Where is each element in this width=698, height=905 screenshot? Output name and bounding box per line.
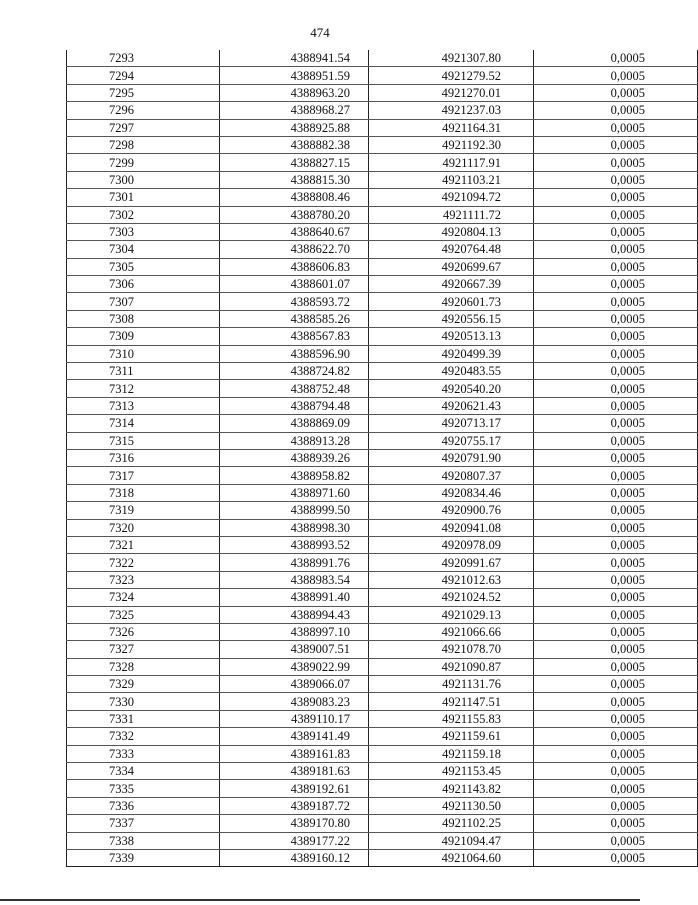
- table-row: [67, 50, 698, 67]
- accuracy-cell: 0,0005: [534, 397, 698, 414]
- table-row: [67, 258, 698, 275]
- point-number-cell: 7301: [67, 189, 220, 206]
- accuracy-cell: 0,0005: [534, 363, 698, 380]
- point-number-cell: 7327: [67, 641, 220, 658]
- point-number-cell: 7304: [67, 241, 220, 258]
- accuracy-cell: 0,0005: [534, 467, 698, 484]
- table-row: [67, 189, 698, 206]
- table-row: [67, 363, 698, 380]
- accuracy-cell: 0,0005: [534, 502, 698, 519]
- table-row: [67, 571, 698, 588]
- x-coordinate-cell: 4388991.76: [220, 554, 369, 571]
- x-coordinate-cell: 4389187.72: [220, 797, 369, 814]
- x-coordinate-cell: 4389083.23: [220, 693, 369, 710]
- table-row: [67, 467, 698, 484]
- x-coordinate-cell: 4389181.63: [220, 763, 369, 780]
- accuracy-cell: 0,0005: [534, 797, 698, 814]
- y-coordinate-cell: 4920713.17: [369, 415, 534, 432]
- table-row: [67, 815, 698, 832]
- accuracy-cell: 0,0005: [534, 745, 698, 762]
- point-number-cell: 7310: [67, 345, 220, 362]
- accuracy-cell: 0,0005: [534, 171, 698, 188]
- point-number-cell: 7298: [67, 136, 220, 153]
- x-coordinate-cell: 4389170.80: [220, 815, 369, 832]
- table-row: [67, 745, 698, 762]
- point-number-cell: 7294: [67, 67, 220, 84]
- point-number-cell: 7336: [67, 797, 220, 814]
- y-coordinate-cell: 4921064.60: [369, 849, 534, 866]
- table-row: [67, 780, 698, 797]
- y-coordinate-cell: 4920941.08: [369, 519, 534, 536]
- y-coordinate-cell: 4920483.55: [369, 363, 534, 380]
- x-coordinate-cell: 4388593.72: [220, 293, 369, 310]
- y-coordinate-cell: 4921159.18: [369, 745, 534, 762]
- x-coordinate-cell: 4388993.52: [220, 536, 369, 553]
- point-number-cell: 7306: [67, 276, 220, 293]
- accuracy-cell: 0,0005: [534, 223, 698, 240]
- table-body: [67, 50, 698, 867]
- x-coordinate-cell: 4388913.28: [220, 432, 369, 449]
- accuracy-cell: 0,0005: [534, 415, 698, 432]
- y-coordinate-cell: 4920764.48: [369, 241, 534, 258]
- x-coordinate-cell: 4388869.09: [220, 415, 369, 432]
- y-coordinate-cell: 4921066.66: [369, 623, 534, 640]
- accuracy-cell: 0,0005: [534, 763, 698, 780]
- y-coordinate-cell: 4920804.13: [369, 223, 534, 240]
- x-coordinate-cell: 4388941.54: [220, 50, 369, 67]
- y-coordinate-cell: 4921117.91: [369, 154, 534, 171]
- accuracy-cell: 0,0005: [534, 815, 698, 832]
- table-row: [67, 206, 698, 223]
- x-coordinate-cell: 4389177.22: [220, 832, 369, 849]
- point-number-cell: 7319: [67, 502, 220, 519]
- y-coordinate-cell: 4921279.52: [369, 67, 534, 84]
- point-number-cell: 7333: [67, 745, 220, 762]
- accuracy-cell: 0,0005: [534, 310, 698, 327]
- y-coordinate-cell: 4921094.47: [369, 832, 534, 849]
- table-row: [67, 380, 698, 397]
- point-number-cell: 7312: [67, 380, 220, 397]
- table-row: [67, 641, 698, 658]
- accuracy-cell: 0,0005: [534, 693, 698, 710]
- x-coordinate-cell: 4388951.59: [220, 67, 369, 84]
- point-number-cell: 7329: [67, 676, 220, 693]
- x-coordinate-cell: 4388882.38: [220, 136, 369, 153]
- x-coordinate-cell: 4388585.26: [220, 310, 369, 327]
- table-row: [67, 536, 698, 553]
- table-row: [67, 763, 698, 780]
- accuracy-cell: 0,0005: [534, 780, 698, 797]
- point-number-cell: 7314: [67, 415, 220, 432]
- y-coordinate-cell: 4921103.21: [369, 171, 534, 188]
- table-row: [67, 849, 698, 866]
- point-number-cell: 7323: [67, 571, 220, 588]
- x-coordinate-cell: 4388939.26: [220, 449, 369, 466]
- y-coordinate-cell: 4921237.03: [369, 102, 534, 119]
- x-coordinate-cell: 4388815.30: [220, 171, 369, 188]
- table-row: [67, 658, 698, 675]
- accuracy-cell: 0,0005: [534, 189, 698, 206]
- x-coordinate-cell: 4388808.46: [220, 189, 369, 206]
- accuracy-cell: 0,0005: [534, 623, 698, 640]
- x-coordinate-cell: 4388998.30: [220, 519, 369, 536]
- x-coordinate-cell: 4388752.48: [220, 380, 369, 397]
- table-row: [67, 223, 698, 240]
- y-coordinate-cell: 4921012.63: [369, 571, 534, 588]
- table-row: [67, 797, 698, 814]
- x-coordinate-cell: 4388963.20: [220, 84, 369, 101]
- accuracy-cell: 0,0005: [534, 589, 698, 606]
- accuracy-cell: 0,0005: [534, 641, 698, 658]
- table-row: [67, 623, 698, 640]
- point-number-cell: 7311: [67, 363, 220, 380]
- y-coordinate-cell: 4920807.37: [369, 467, 534, 484]
- accuracy-cell: 0,0005: [534, 206, 698, 223]
- table-row: [67, 293, 698, 310]
- page-number: 474: [310, 25, 330, 40]
- y-coordinate-cell: 4920699.67: [369, 258, 534, 275]
- point-number-cell: 7326: [67, 623, 220, 640]
- x-coordinate-cell: 4388622.70: [220, 241, 369, 258]
- y-coordinate-cell: 4920556.15: [369, 310, 534, 327]
- y-coordinate-cell: 4921029.13: [369, 606, 534, 623]
- x-coordinate-cell: 4388640.67: [220, 223, 369, 240]
- table-row: [67, 589, 698, 606]
- point-number-cell: 7296: [67, 102, 220, 119]
- y-coordinate-cell: 4921111.72: [369, 206, 534, 223]
- table-row: [67, 554, 698, 571]
- y-coordinate-cell: 4921131.76: [369, 676, 534, 693]
- x-coordinate-cell: 4388601.07: [220, 276, 369, 293]
- x-coordinate-cell: 4388567.83: [220, 328, 369, 345]
- table-row: [67, 345, 698, 362]
- point-number-cell: 7293: [67, 50, 220, 67]
- accuracy-cell: 0,0005: [534, 536, 698, 553]
- x-coordinate-cell: 4389007.51: [220, 641, 369, 658]
- y-coordinate-cell: 4920513.13: [369, 328, 534, 345]
- point-number-cell: 7328: [67, 658, 220, 675]
- x-coordinate-cell: 4389192.61: [220, 780, 369, 797]
- point-number-cell: 7300: [67, 171, 220, 188]
- accuracy-cell: 0,0005: [534, 154, 698, 171]
- y-coordinate-cell: 4920834.46: [369, 484, 534, 501]
- point-number-cell: 7315: [67, 432, 220, 449]
- point-number-cell: 7305: [67, 258, 220, 275]
- x-coordinate-cell: 4389160.12: [220, 849, 369, 866]
- table-row: [67, 154, 698, 171]
- y-coordinate-cell: 4920978.09: [369, 536, 534, 553]
- y-coordinate-cell: 4921270.01: [369, 84, 534, 101]
- x-coordinate-cell: 4388971.60: [220, 484, 369, 501]
- table-row: [67, 328, 698, 345]
- point-number-cell: 7303: [67, 223, 220, 240]
- accuracy-cell: 0,0005: [534, 449, 698, 466]
- table-row: [67, 676, 698, 693]
- point-number-cell: 7308: [67, 310, 220, 327]
- point-number-cell: 7339: [67, 849, 220, 866]
- coordinates-table: [66, 50, 698, 867]
- x-coordinate-cell: 4388994.43: [220, 606, 369, 623]
- y-coordinate-cell: 4921143.82: [369, 780, 534, 797]
- accuracy-cell: 0,0005: [534, 728, 698, 745]
- table-row: [67, 449, 698, 466]
- x-coordinate-cell: 4389066.07: [220, 676, 369, 693]
- accuracy-cell: 0,0005: [534, 102, 698, 119]
- table-row: [67, 67, 698, 84]
- y-coordinate-cell: 4921024.52: [369, 589, 534, 606]
- x-coordinate-cell: 4388968.27: [220, 102, 369, 119]
- point-number-cell: 7338: [67, 832, 220, 849]
- accuracy-cell: 0,0005: [534, 676, 698, 693]
- table-row: [67, 84, 698, 101]
- x-coordinate-cell: 4389141.49: [220, 728, 369, 745]
- point-number-cell: 7313: [67, 397, 220, 414]
- table-row: [67, 502, 698, 519]
- y-coordinate-cell: 4920667.39: [369, 276, 534, 293]
- table-row: [67, 171, 698, 188]
- table-row: [67, 415, 698, 432]
- accuracy-cell: 0,0005: [534, 345, 698, 362]
- table-row: [67, 119, 698, 136]
- point-number-cell: 7331: [67, 710, 220, 727]
- accuracy-cell: 0,0005: [534, 119, 698, 136]
- x-coordinate-cell: 4388794.48: [220, 397, 369, 414]
- y-coordinate-cell: 4920499.39: [369, 345, 534, 362]
- point-number-cell: 7307: [67, 293, 220, 310]
- y-coordinate-cell: 4920601.73: [369, 293, 534, 310]
- accuracy-cell: 0,0005: [534, 136, 698, 153]
- x-coordinate-cell: 4388999.50: [220, 502, 369, 519]
- table-row: [67, 519, 698, 536]
- x-coordinate-cell: 4388827.15: [220, 154, 369, 171]
- accuracy-cell: 0,0005: [534, 293, 698, 310]
- accuracy-cell: 0,0005: [534, 380, 698, 397]
- accuracy-cell: 0,0005: [534, 67, 698, 84]
- x-coordinate-cell: 4388997.10: [220, 623, 369, 640]
- point-number-cell: 7337: [67, 815, 220, 832]
- accuracy-cell: 0,0005: [534, 849, 698, 866]
- point-number-cell: 7309: [67, 328, 220, 345]
- table-row: [67, 397, 698, 414]
- point-number-cell: 7330: [67, 693, 220, 710]
- y-coordinate-cell: 4921090.87: [369, 658, 534, 675]
- accuracy-cell: 0,0005: [534, 606, 698, 623]
- accuracy-cell: 0,0005: [534, 276, 698, 293]
- point-number-cell: 7321: [67, 536, 220, 553]
- accuracy-cell: 0,0005: [534, 832, 698, 849]
- x-coordinate-cell: 4388991.40: [220, 589, 369, 606]
- y-coordinate-cell: 4921307.80: [369, 50, 534, 67]
- y-coordinate-cell: 4920755.17: [369, 432, 534, 449]
- table-row: [67, 693, 698, 710]
- point-number-cell: 7316: [67, 449, 220, 466]
- accuracy-cell: 0,0005: [534, 554, 698, 571]
- table-row: [67, 241, 698, 258]
- point-number-cell: 7325: [67, 606, 220, 623]
- x-coordinate-cell: 4388958.82: [220, 467, 369, 484]
- x-coordinate-cell: 4388925.88: [220, 119, 369, 136]
- y-coordinate-cell: 4921155.83: [369, 710, 534, 727]
- y-coordinate-cell: 4921147.51: [369, 693, 534, 710]
- table-row: [67, 136, 698, 153]
- point-number-cell: 7317: [67, 467, 220, 484]
- y-coordinate-cell: 4921102.25: [369, 815, 534, 832]
- accuracy-cell: 0,0005: [534, 50, 698, 67]
- y-coordinate-cell: 4920991.67: [369, 554, 534, 571]
- x-coordinate-cell: 4389110.17: [220, 710, 369, 727]
- point-number-cell: 7322: [67, 554, 220, 571]
- x-coordinate-cell: 4388606.83: [220, 258, 369, 275]
- y-coordinate-cell: 4921078.70: [369, 641, 534, 658]
- y-coordinate-cell: 4921153.45: [369, 763, 534, 780]
- accuracy-cell: 0,0005: [534, 432, 698, 449]
- point-number-cell: 7295: [67, 84, 220, 101]
- table-row: [67, 432, 698, 449]
- point-number-cell: 7302: [67, 206, 220, 223]
- table-row: [67, 710, 698, 727]
- table-row: [67, 606, 698, 623]
- y-coordinate-cell: 4920621.43: [369, 397, 534, 414]
- x-coordinate-cell: 4388983.54: [220, 571, 369, 588]
- accuracy-cell: 0,0005: [534, 84, 698, 101]
- y-coordinate-cell: 4921130.50: [369, 797, 534, 814]
- point-number-cell: 7335: [67, 780, 220, 797]
- accuracy-cell: 0,0005: [534, 710, 698, 727]
- y-coordinate-cell: 4920540.20: [369, 380, 534, 397]
- x-coordinate-cell: 4389161.83: [220, 745, 369, 762]
- accuracy-cell: 0,0005: [534, 658, 698, 675]
- x-coordinate-cell: 4389022.99: [220, 658, 369, 675]
- point-number-cell: 7334: [67, 763, 220, 780]
- y-coordinate-cell: 4921159.61: [369, 728, 534, 745]
- point-number-cell: 7332: [67, 728, 220, 745]
- accuracy-cell: 0,0005: [534, 484, 698, 501]
- table-row: [67, 832, 698, 849]
- y-coordinate-cell: 4921192.30: [369, 136, 534, 153]
- y-coordinate-cell: 4921164.31: [369, 119, 534, 136]
- accuracy-cell: 0,0005: [534, 258, 698, 275]
- point-number-cell: 7299: [67, 154, 220, 171]
- y-coordinate-cell: 4921094.72: [369, 189, 534, 206]
- point-number-cell: 7297: [67, 119, 220, 136]
- table-row: [67, 310, 698, 327]
- y-coordinate-cell: 4920900.76: [369, 502, 534, 519]
- point-number-cell: 7318: [67, 484, 220, 501]
- accuracy-cell: 0,0005: [534, 241, 698, 258]
- x-coordinate-cell: 4388596.90: [220, 345, 369, 362]
- accuracy-cell: 0,0005: [534, 571, 698, 588]
- accuracy-cell: 0,0005: [534, 328, 698, 345]
- bottom-rule: [0, 899, 640, 901]
- x-coordinate-cell: 4388724.82: [220, 363, 369, 380]
- point-number-cell: 7320: [67, 519, 220, 536]
- y-coordinate-cell: 4920791.90: [369, 449, 534, 466]
- table-row: [67, 728, 698, 745]
- table-row: [67, 484, 698, 501]
- accuracy-cell: 0,0005: [534, 519, 698, 536]
- x-coordinate-cell: 4388780.20: [220, 206, 369, 223]
- table-row: [67, 102, 698, 119]
- table-row: [67, 276, 698, 293]
- point-number-cell: 7324: [67, 589, 220, 606]
